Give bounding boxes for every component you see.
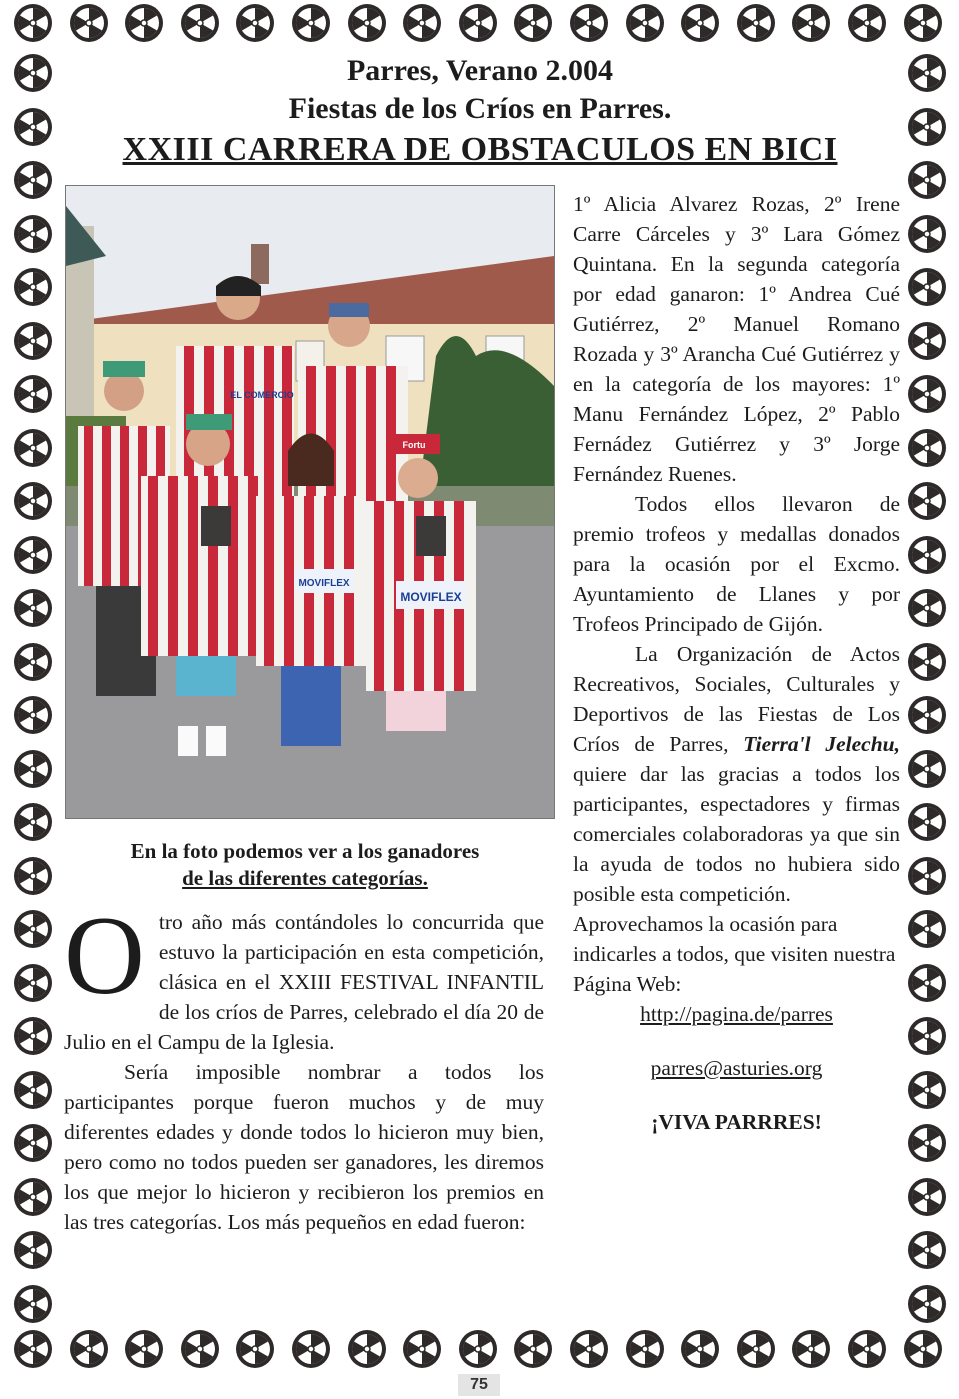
reel-border-icon bbox=[906, 694, 948, 736]
article-left-column bbox=[64, 894, 544, 1237]
reel-border-icon bbox=[12, 480, 54, 522]
reel-border-icon bbox=[123, 1328, 165, 1370]
reel-border-icon bbox=[906, 159, 948, 201]
reel-border-icon bbox=[906, 801, 948, 843]
shirt-logo-moviflex-2: MOVIFLEX bbox=[298, 578, 350, 589]
reel-border-icon bbox=[12, 213, 54, 255]
prizes-paragraph: Todos ellos llevaron de premio trofeos y medallas donados para la ocasión por el Excmo. Ayuntamiento de Llanes y por Trofeos Principado de Gijón. bbox=[573, 492, 900, 636]
thanks-paragraph bbox=[573, 639, 900, 909]
reel-border-icon bbox=[12, 1015, 54, 1057]
reel-border-icon bbox=[12, 694, 54, 736]
reel-border-icon bbox=[401, 1328, 443, 1370]
reel-border-icon bbox=[906, 587, 948, 629]
reel-border-icon bbox=[735, 2, 777, 44]
website-link[interactable]: http://pagina.de/parres bbox=[640, 1002, 833, 1026]
reel-border-icon bbox=[12, 1283, 54, 1325]
reel-border-icon bbox=[902, 1328, 944, 1370]
reel-border-icon bbox=[906, 1283, 948, 1325]
reel-border-icon bbox=[906, 373, 948, 415]
reel-border-icon bbox=[12, 266, 54, 308]
reel-border-icon bbox=[12, 855, 54, 897]
reel-border-icon bbox=[906, 641, 948, 683]
reel-border-icon bbox=[906, 748, 948, 790]
reel-border-icon bbox=[846, 2, 888, 44]
email-link[interactable]: parres@asturies.org bbox=[650, 1056, 823, 1080]
reel-border-icon bbox=[290, 2, 332, 44]
reel-border-icon bbox=[12, 2, 54, 44]
thanks-paragraph-part2: quiere dar las gracias a todos los participantes, espectadores y firmas comerciales colaboradoras ya que sin la ayuda de todos no hubiera sido posible esta competición. bbox=[573, 762, 900, 906]
reel-border-icon bbox=[568, 2, 610, 44]
reel-border-icon bbox=[846, 1328, 888, 1370]
reel-border-icon bbox=[12, 106, 54, 148]
reel-border-icon bbox=[12, 1122, 54, 1164]
thanks-paragraph-part1: La Organización de Actos Recreativos, Sociales, Culturales y Deportivos de las Fiestas de Los Críos de Parres, bbox=[573, 642, 900, 756]
reel-border-icon bbox=[906, 266, 948, 308]
winners-photo bbox=[65, 185, 555, 819]
reel-border-icon bbox=[290, 1328, 332, 1370]
reel-border-icon bbox=[568, 1328, 610, 1370]
reel-border-icon bbox=[679, 2, 721, 44]
winners-paragraph: 1º Alicia Alvarez Rozas, 2º Irene Carre Cárceles y 3º Lara Gómez Quintana. En la segunda categoría por edad ganaron: 1º Andrea Cué Gutiérrez, 2º Manuel Romano Rozada y 3º Arancha Cué Gutiérrez y en la categoría de los mayores: 1º Manu Fernández López, 2º Pablo Fernádez Gutiérrez y 3º Jorge Fernández Ruenes. bbox=[573, 192, 900, 486]
reel-border-icon bbox=[906, 1015, 948, 1057]
page-title-place-date: Parres, Verano 2.004 bbox=[346, 54, 614, 87]
reel-border-icon bbox=[679, 1328, 721, 1370]
cap-logo: Fortu bbox=[402, 440, 426, 450]
reel-border-icon bbox=[790, 1328, 832, 1370]
article-headline: XXIII CARRERA DE OBSTACULOS EN BICI bbox=[122, 131, 838, 168]
reel-border-icon bbox=[68, 2, 110, 44]
reel-border-icon bbox=[234, 2, 276, 44]
reel-border-icon bbox=[12, 1176, 54, 1218]
drop-cap: O bbox=[64, 894, 145, 1018]
reel-border-icon bbox=[12, 748, 54, 790]
reel-border-icon bbox=[906, 106, 948, 148]
reel-border-icon bbox=[12, 962, 54, 1004]
reel-border-icon bbox=[68, 1328, 110, 1370]
reel-border-icon bbox=[12, 52, 54, 94]
reel-border-icon bbox=[12, 801, 54, 843]
reel-border-icon bbox=[906, 427, 948, 469]
reel-border-icon bbox=[12, 1229, 54, 1271]
reel-border-icon bbox=[12, 1069, 54, 1111]
reel-border-icon bbox=[906, 908, 948, 950]
reel-border-icon bbox=[906, 213, 948, 255]
photo-caption-line1: En la foto podemos ver a los ganadores bbox=[130, 839, 480, 863]
reel-border-icon bbox=[512, 1328, 554, 1370]
reel-border-icon bbox=[179, 1328, 221, 1370]
reel-border-icon bbox=[346, 2, 388, 44]
reel-border-icon bbox=[906, 480, 948, 522]
reel-border-icon bbox=[234, 1328, 276, 1370]
article-paragraph-1-text: tro año más contándoles lo concurrida que estuvo la participación en esta competición, clásica en el XXIII FESTIVAL INFANTIL de los críos de Parres, celebrado el día 20 de Julio en el Campu de la Iglesia. bbox=[64, 910, 544, 1054]
reel-border-icon bbox=[735, 1328, 777, 1370]
reel-border-icon bbox=[906, 1229, 948, 1271]
reel-border-icon bbox=[179, 2, 221, 44]
reel-border-icon bbox=[12, 159, 54, 201]
organization-name: Tierra'l Jelechu, bbox=[743, 732, 900, 756]
reel-border-icon bbox=[906, 1122, 948, 1164]
reel-border-icon bbox=[906, 962, 948, 1004]
reel-border-icon bbox=[12, 534, 54, 576]
reel-border-icon bbox=[906, 52, 948, 94]
reel-border-icon bbox=[790, 2, 832, 44]
shirt-logo-elcomercio: EL COMERCIO bbox=[230, 390, 294, 400]
reel-border-icon bbox=[12, 427, 54, 469]
reel-border-icon bbox=[12, 1328, 54, 1370]
reel-border-icon bbox=[123, 2, 165, 44]
reel-border-icon bbox=[624, 2, 666, 44]
reel-border-icon bbox=[401, 2, 443, 44]
reel-border-icon bbox=[902, 2, 944, 44]
page-subtitle: Fiestas de los Críos en Parres. bbox=[288, 92, 672, 125]
reel-border-icon bbox=[457, 2, 499, 44]
article-right-column bbox=[573, 189, 900, 1137]
reel-border-icon bbox=[457, 1328, 499, 1370]
page-number: 75 bbox=[458, 1374, 500, 1396]
reel-border-icon bbox=[12, 908, 54, 950]
reel-border-icon bbox=[12, 641, 54, 683]
reel-border-icon bbox=[906, 1176, 948, 1218]
reel-border-icon bbox=[906, 534, 948, 576]
reel-border-icon bbox=[906, 320, 948, 362]
reel-border-icon bbox=[12, 373, 54, 415]
winners-photo-illustration bbox=[66, 186, 554, 818]
article-paragraph-2: Sería imposible nombrar a todos los participantes porque fueron muchos y de muy diferentes edades y donde todos lo hicieron muy bien, pero como no todos pueden ser ganadores, les diremos los que mejor lo hicieron y recibieron los premios en las tres categorías. Los más pequeños en edad fueron: bbox=[64, 1060, 544, 1234]
shirt-logo-moviflex: MOVIFLEX bbox=[400, 590, 462, 604]
photo-caption-line2: de las diferentes categorías. bbox=[182, 866, 428, 890]
reel-border-icon bbox=[906, 1069, 948, 1111]
article-paragraph-1 bbox=[64, 894, 544, 1057]
reel-border-icon bbox=[512, 2, 554, 44]
reel-border-icon bbox=[12, 587, 54, 629]
website-invite: Aprovechamos la ocasión para indicarles a todos, que visiten nuestra Página Web: bbox=[573, 912, 896, 996]
closing-cheer: ¡VIVA PARRRES! bbox=[651, 1110, 822, 1134]
reel-border-icon bbox=[346, 1328, 388, 1370]
reel-border-icon bbox=[12, 320, 54, 362]
reel-border-icon bbox=[906, 855, 948, 897]
reel-border-icon bbox=[624, 1328, 666, 1370]
